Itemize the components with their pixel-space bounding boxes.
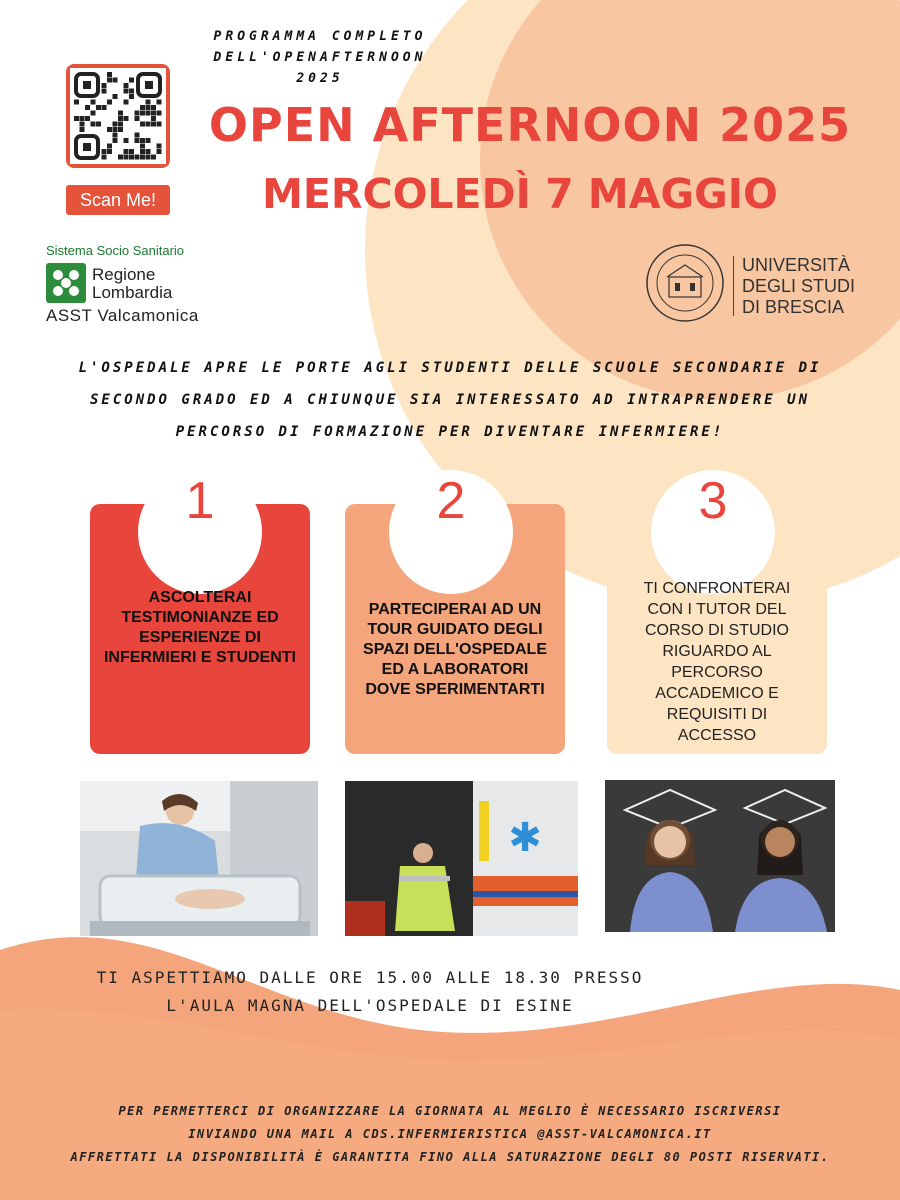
step-number-1: 1	[185, 472, 215, 530]
intro-line-2: SECONDO GRADO ED A CHIUNQUE SIA INTERESSATO AD INTRAPRENDERE UN	[89, 392, 810, 408]
university-line-1: UNIVERSITÀ	[742, 255, 851, 275]
step-2-line: SPAZI DELL'OSPEDALE	[363, 641, 547, 658]
step-3-line: CORSO DI STUDIO	[644, 622, 789, 639]
step-1-line: INFERMIERI E STUDENTI	[103, 649, 296, 666]
step-text-2	[345, 600, 565, 700]
programma-heading	[180, 26, 460, 89]
step-text-1	[90, 588, 310, 668]
step-2-line: TOUR GUIDATO DEGLI	[367, 621, 543, 638]
university-divider	[733, 256, 734, 316]
university-line-2: DEGLI STUDI	[742, 276, 856, 296]
university-seal-icon	[645, 243, 725, 323]
schedule-line-2: L'AULA MAGNA DELL'OSPEDALE DI ESINE	[166, 996, 574, 1015]
step-3-line: TI CONFRONTERAI	[643, 580, 791, 597]
event-date: MERCOLEDÌ 7 MAGGIO	[262, 170, 778, 218]
programma-line-1: PROGRAMMA COMPLETO	[213, 29, 427, 44]
lombardia-label: Lombardia	[92, 283, 173, 302]
programma-line-3: 2025	[296, 71, 344, 86]
ambulance-photo	[345, 781, 578, 936]
event-title: OPEN AFTERNOON 2025	[208, 98, 852, 152]
schedule-line-1: TI ASPETTIAMO DALLE ORE 15.00 ALLE 18.30 PRESSO	[96, 968, 644, 987]
graduates-photo	[605, 780, 835, 932]
step-3-line: PERCORSO	[671, 664, 763, 681]
step-number-3: 3	[698, 472, 728, 530]
step-1-line: ESPERIENZE DI	[139, 629, 261, 646]
schedule-info	[60, 964, 680, 1020]
intro-text	[60, 352, 840, 448]
regione-lombardia-logo-icon	[46, 263, 86, 303]
intro-line-1: L'OSPEDALE APRE LE PORTE AGLI STUDENTI DELLE SCUOLE SECONDARIE DI	[78, 360, 822, 376]
footer-line-1: PER PERMETTERCI DI ORGANIZZARE LA GIORNATA AL MEGLIO È NECESSARIO ISCRIVERSI	[118, 1104, 782, 1118]
step-3-line: ACCESSO	[677, 727, 757, 744]
intro-line-3: PERCORSO DI FORMAZIONE PER DIVENTARE INFERMIERE!	[175, 424, 725, 440]
qr-code[interactable]	[66, 64, 170, 168]
footer-line-2[interactable]: INVIANDO UNA MAIL A CDS.INFERMIERISTICA @ASST-VALCAMONICA.IT	[188, 1127, 712, 1141]
step-1-line: ASCOLTERAI	[148, 589, 252, 606]
step-3-line: RIGUARDO AL	[662, 643, 772, 660]
step-3-line: CON I TUTOR DEL	[647, 601, 787, 618]
svg-text:✱: ✱	[508, 815, 542, 861]
step-2-line: DOVE SPERIMENTARTI	[365, 681, 545, 698]
nurse-incubator-photo	[80, 781, 318, 936]
step-1-line: TESTIMONIANZE ED	[121, 609, 279, 626]
step-2-line: ED A LABORATORI	[381, 661, 529, 678]
university-line-3: DI BRESCIA	[742, 297, 845, 317]
step-number-2: 2	[436, 472, 466, 530]
step-3-line: REQUISITI DI	[666, 706, 768, 723]
registration-info	[20, 1100, 880, 1169]
regione-label: Regione	[92, 265, 156, 284]
scan-me-button[interactable]: Scan Me!	[66, 185, 170, 215]
programma-line-2: DELL'OPENAFTERNOON	[213, 50, 427, 65]
step-text-3	[607, 578, 827, 746]
step-2-line: PARTECIPERAI AD UN	[368, 601, 542, 618]
asst-label: ASST Valcamonica	[46, 306, 199, 325]
footer-line-3: AFFRETTATI LA DISPONIBILITÀ È GARANTITA FINO ALLA SATURAZIONE DEGLI 80 POSTI RISERVATI.	[70, 1150, 830, 1164]
step-3-line: ACCADEMICO E	[655, 685, 779, 702]
sistema-socio-sanitario-label: Sistema Socio Sanitario	[46, 243, 185, 258]
